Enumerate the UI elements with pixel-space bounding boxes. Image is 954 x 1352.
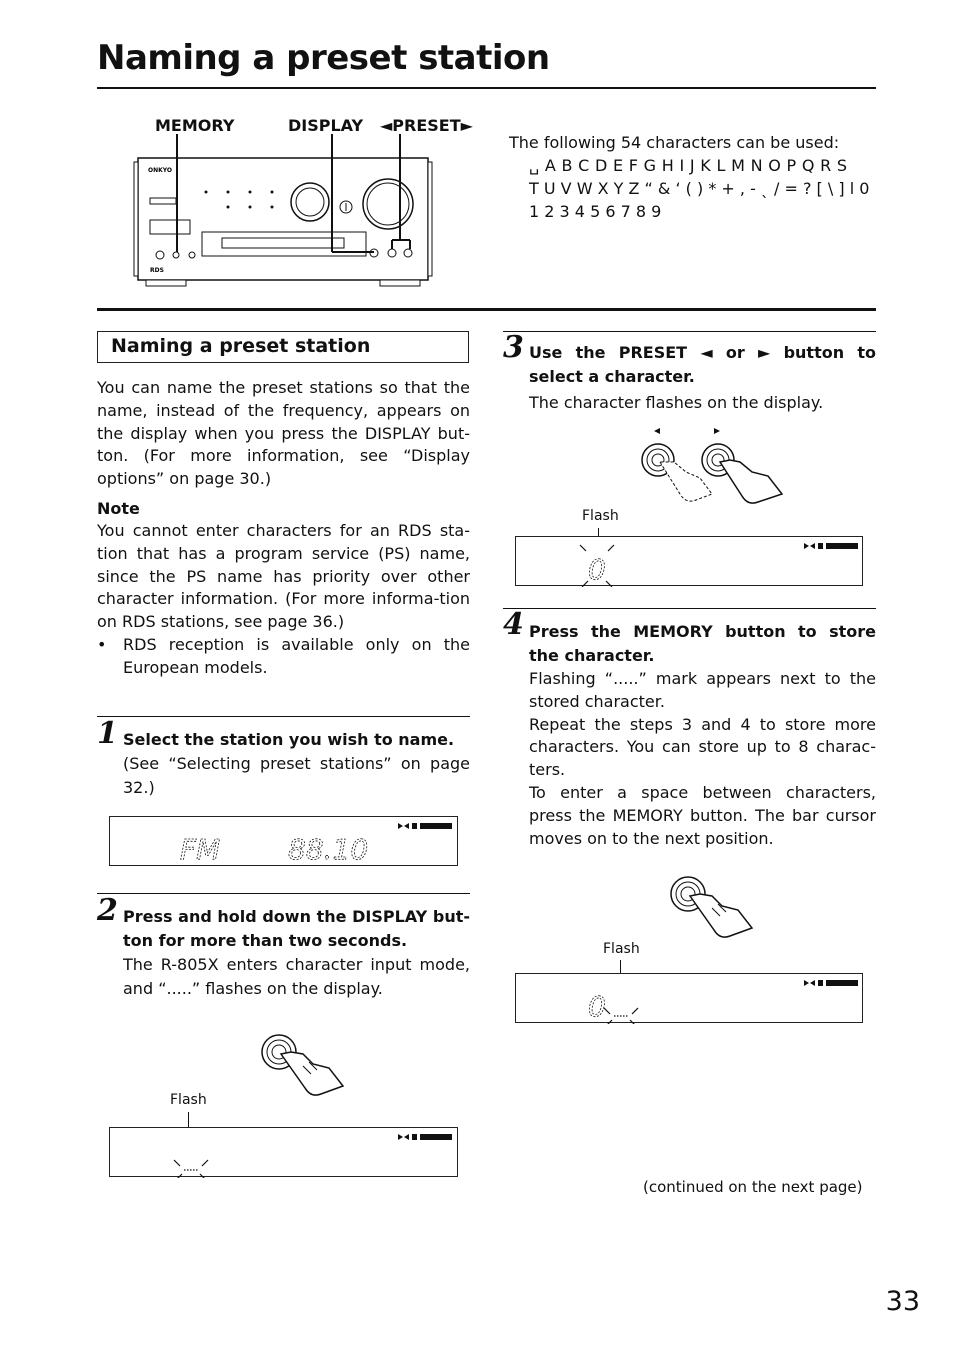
step-2-content bbox=[123, 905, 470, 1001]
section-intro: You can name the preset stations so that the name, instead of the frequency, appears on the display when you press the DISPLAY but-ton. (For more information, see “Display options” on page 30.) bbox=[97, 378, 470, 489]
step-3-display bbox=[515, 536, 863, 586]
step-3-text: The character flashes on the display. bbox=[529, 393, 824, 412]
hand-press-icon bbox=[255, 1030, 355, 1105]
step-2-flash-label: Flash bbox=[170, 1092, 207, 1108]
step-3-number: 3 bbox=[503, 330, 524, 365]
step-4-paragraph-1: Flashing “.....” mark appears next to the stored character. bbox=[529, 669, 876, 711]
flash-marks-icon bbox=[604, 1008, 638, 1024]
step-4-flash-label: Flash bbox=[603, 941, 640, 957]
display-band: FM bbox=[180, 833, 221, 866]
display-char: 0 bbox=[588, 990, 606, 1023]
display-segments bbox=[110, 817, 459, 867]
step-2-head: Press and hold down the DISPLAY but-ton for more than two seconds. bbox=[123, 907, 470, 950]
display-char: 0 bbox=[588, 553, 606, 586]
note-text: You cannot enter characters for an RDS sta-tion that has a program service (PS) name, since the PS name has priority over other character information. (For more informa-tion on RDS stations, see page 36.) bbox=[97, 521, 470, 632]
note-label: Note bbox=[97, 499, 140, 518]
signal-indicator-icon bbox=[804, 980, 858, 986]
step-4-display bbox=[515, 973, 863, 1023]
step-2-number: 2 bbox=[97, 893, 118, 928]
preset-buttons-press-icon bbox=[636, 422, 796, 514]
step-1-number: 1 bbox=[97, 716, 118, 751]
step-4-paragraph-3: To enter a space between characters, press the MEMORY button. The bar cursor moves on to the next position. bbox=[529, 782, 876, 848]
characters-intro: The following 54 characters can be used: bbox=[509, 133, 840, 152]
bullet-dot: • bbox=[97, 635, 107, 654]
characters-line-2: T U V W X Y Z “ & ‘ ( ) * + , - ˎ / = ? [ \ ] l 0 bbox=[529, 179, 870, 198]
section-rule bbox=[97, 308, 876, 311]
step-1-display bbox=[109, 816, 458, 866]
preset-right-arrow-icon bbox=[714, 428, 720, 434]
page-title: Naming a preset station bbox=[97, 38, 550, 78]
title-rule bbox=[97, 87, 876, 89]
step-3-flash-label: Flash bbox=[582, 508, 619, 524]
note-bullet bbox=[97, 634, 470, 680]
step-1-text: (See “Selecting preset stations” on page 32.) bbox=[123, 754, 470, 797]
step-1-head: Select the station you wish to name. bbox=[123, 730, 455, 749]
page-number: 33 bbox=[885, 1286, 920, 1317]
display-label: DISPLAY bbox=[288, 116, 364, 135]
flash-marks-icon bbox=[174, 1160, 208, 1178]
display-freq: 88.10 bbox=[288, 833, 369, 866]
brand-logo: ONKYO bbox=[148, 167, 173, 174]
display-segments bbox=[516, 537, 864, 587]
characters-line-3: 1 2 3 4 5 6 7 8 9 bbox=[529, 202, 662, 221]
signal-indicator-icon bbox=[398, 1134, 452, 1140]
step-4-number: 4 bbox=[503, 607, 524, 642]
bullet-text: RDS reception is available only on the European models. bbox=[123, 635, 470, 677]
section-heading: Naming a preset station bbox=[97, 331, 469, 363]
step-1-rule bbox=[97, 716, 470, 717]
memory-button-press-icon bbox=[664, 872, 764, 947]
step-2-rule bbox=[97, 893, 470, 894]
signal-indicator-icon bbox=[804, 543, 858, 549]
memory-label: MEMORY bbox=[155, 116, 235, 135]
continued-note: (continued on the next page) bbox=[643, 1178, 863, 1196]
step-3-rule bbox=[503, 331, 876, 332]
step-4-head: Press the MEMORY button to store the character. bbox=[529, 622, 876, 665]
receiver-illustration bbox=[130, 134, 450, 294]
display-segments bbox=[516, 974, 864, 1024]
step-2-text: The R-805X enters character input mode, and “.....” flashes on the display. bbox=[123, 955, 470, 998]
step-4-rule bbox=[503, 608, 876, 609]
characters-line-1: ␣ A B C D E F G H I J K L M N O P Q R S bbox=[529, 156, 848, 175]
step-3-content bbox=[529, 341, 876, 415]
step-3-head: Use the PRESET ◄ or ► button to select a character. bbox=[529, 343, 876, 386]
rds-logo: RDS bbox=[150, 267, 164, 274]
display-segments bbox=[110, 1128, 459, 1178]
step-1-content bbox=[123, 728, 470, 800]
step-2-display bbox=[109, 1127, 458, 1177]
preset-left-arrow-icon bbox=[654, 428, 660, 434]
step-4-paragraph-2: Repeat the steps 3 and 4 to store more characters. You can store up to 8 charac-ters. bbox=[529, 714, 876, 780]
signal-indicator-icon bbox=[398, 823, 452, 829]
step-4-content bbox=[529, 620, 876, 850]
preset-label: ◄PRESET► bbox=[380, 116, 473, 135]
